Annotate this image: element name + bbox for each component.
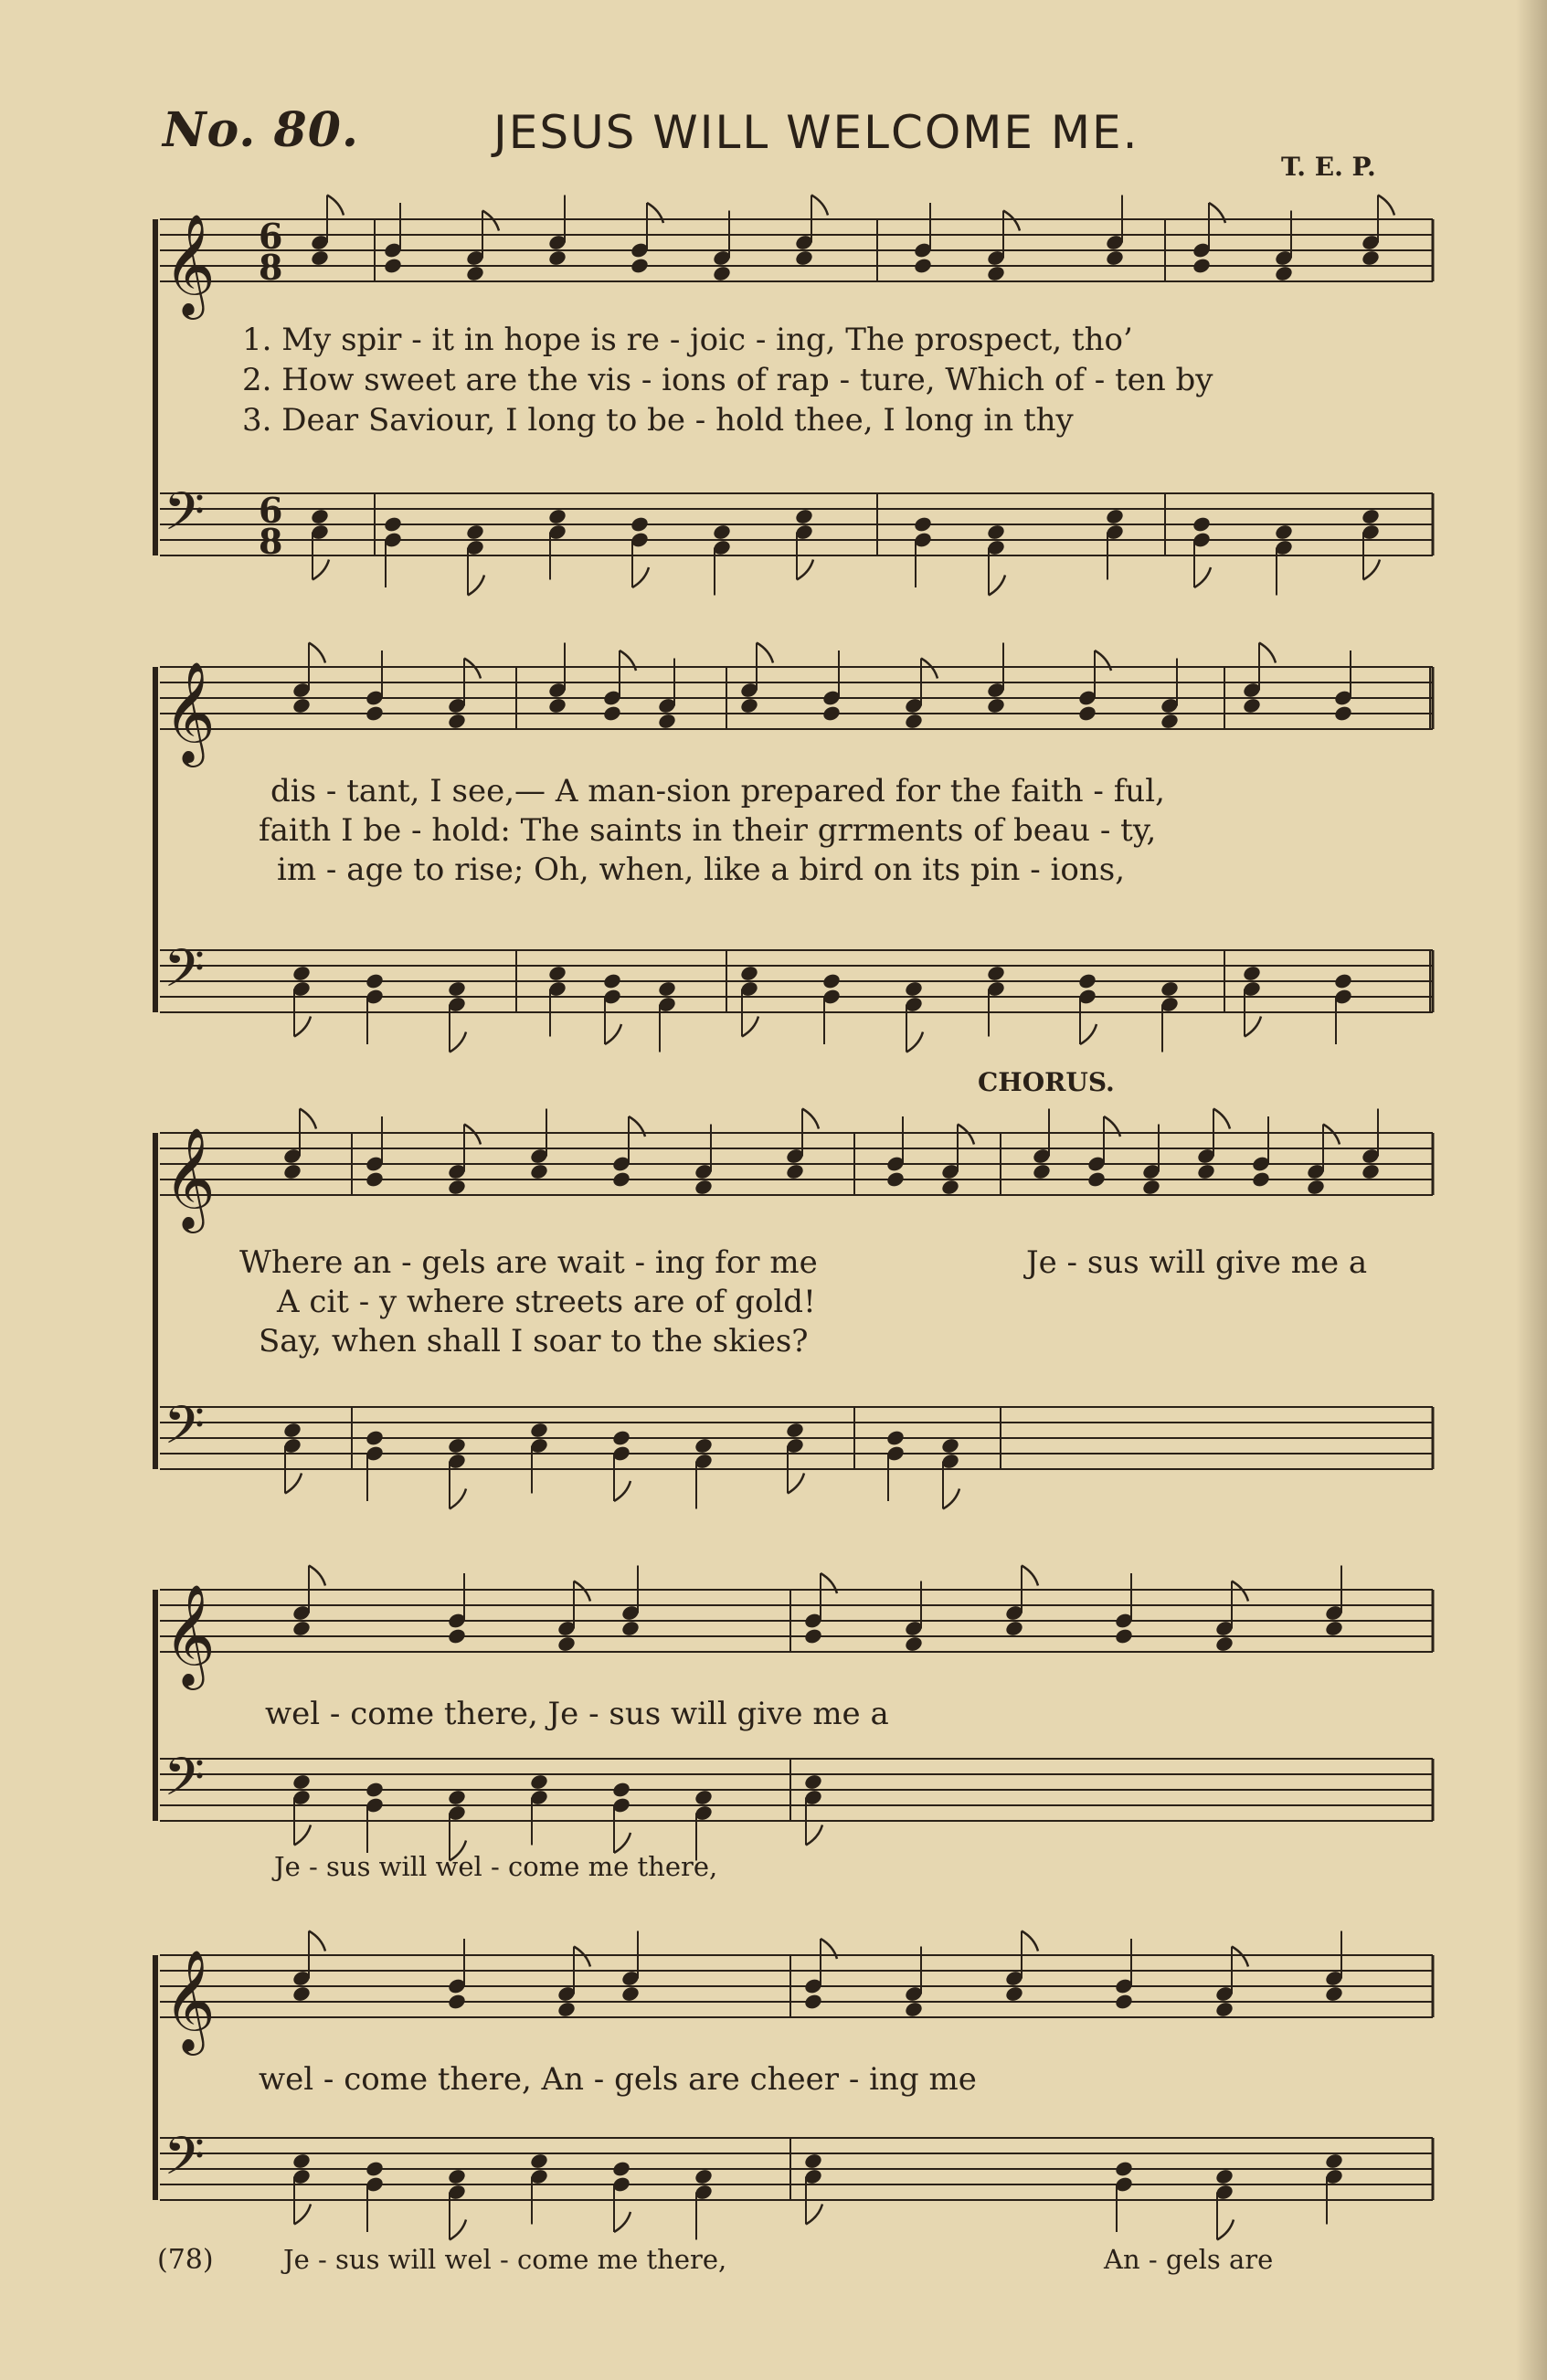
note-head <box>1306 1178 1326 1196</box>
lyric-verse-2-line-3: A cit - y where streets are of gold! <box>277 1284 816 1320</box>
note-flag <box>797 560 813 580</box>
note-head <box>657 712 677 730</box>
note-head <box>365 2160 385 2178</box>
note-head <box>904 2000 924 2018</box>
note-head <box>739 964 759 982</box>
note-head <box>1214 2000 1234 2018</box>
note-flag <box>450 2220 466 2240</box>
note-head <box>447 979 467 998</box>
note-head <box>1114 2160 1134 2178</box>
bass-clef: 𝄢 <box>164 937 206 1012</box>
note-head <box>794 507 814 525</box>
note-head <box>1361 507 1381 525</box>
note-flag <box>1003 211 1020 231</box>
note-head <box>1077 704 1097 723</box>
note-flag <box>464 1125 481 1145</box>
note-head <box>291 2152 312 2170</box>
note-flag <box>482 211 499 231</box>
note-head <box>365 1781 385 1799</box>
note-flag <box>309 1566 325 1586</box>
note-flag <box>574 1947 590 1967</box>
note-head <box>913 515 933 534</box>
note-flag <box>327 196 344 216</box>
note-head <box>821 704 842 723</box>
note-head <box>803 1993 823 2011</box>
note-head <box>465 523 485 541</box>
note-flag <box>943 1489 959 1509</box>
note-flag <box>1378 196 1394 216</box>
note-head <box>547 249 567 267</box>
note-head <box>1274 264 1294 282</box>
note-flag <box>1363 560 1380 580</box>
note-head <box>447 2167 467 2185</box>
note-flag <box>1022 1566 1038 1586</box>
note-head <box>620 1984 641 2003</box>
note-flag <box>757 643 773 663</box>
note-head <box>291 1984 312 2003</box>
note-flag <box>1080 1024 1097 1044</box>
note-head <box>1242 696 1262 714</box>
note-flag <box>632 567 649 587</box>
note-head <box>365 704 385 723</box>
time-signature-top: 6 <box>259 216 283 257</box>
lyric-chorus-line-1: Je - sus will give me a <box>1026 1244 1368 1281</box>
note-head <box>291 696 312 714</box>
note-head <box>694 2167 714 2185</box>
note-head <box>1324 2152 1344 2170</box>
note-head <box>904 712 924 730</box>
note-head <box>310 249 330 267</box>
time-signature-top: 6 <box>259 490 283 531</box>
note-head <box>1114 1627 1134 1645</box>
treble-clef: 𝄞 <box>164 1583 216 1686</box>
note-head <box>365 1170 385 1189</box>
note-head <box>291 1772 312 1791</box>
chorus-label: CHORUS. <box>978 1067 1115 1097</box>
note-head <box>1032 1162 1052 1180</box>
note-flag <box>464 659 481 679</box>
note-head <box>291 1619 312 1637</box>
note-head <box>282 1421 302 1439</box>
note-head <box>986 964 1006 982</box>
hymn-title: JESUS WILL WELCOME ME. <box>493 106 1139 159</box>
note-head <box>694 1788 714 1806</box>
lyric-bass-echo-1: Je - sus will wel - come me there, <box>274 1851 718 1882</box>
note-flag <box>285 1474 302 1494</box>
note-head <box>1105 507 1125 525</box>
note-flag <box>802 1109 819 1129</box>
note-head <box>611 2160 631 2178</box>
note-flag <box>1213 1109 1230 1129</box>
note-head <box>1214 1634 1234 1653</box>
note-head <box>383 515 403 534</box>
note-flag <box>1259 643 1276 663</box>
page-number: (78) <box>157 2244 214 2276</box>
note-head <box>310 507 330 525</box>
note-head <box>611 1429 631 1447</box>
note-head <box>602 972 622 990</box>
lyric-verse-3-line-3: Say, when shall I soar to the skies? <box>259 1323 809 1359</box>
lyric-verse-2-line-2: faith I be - hold: The saints in their grrments of beau - ty, <box>259 812 1157 849</box>
treble-clef: 𝄞 <box>164 213 216 315</box>
treble-clef: 𝄞 <box>164 661 216 763</box>
note-flag <box>574 1581 590 1602</box>
hymn-number: No. 80. <box>163 102 359 158</box>
note-head <box>1192 257 1212 275</box>
note-flag <box>294 2205 311 2225</box>
note-head <box>1105 249 1125 267</box>
note-head <box>529 1162 549 1180</box>
note-head <box>1324 1619 1344 1637</box>
note-head <box>529 1772 549 1791</box>
note-head <box>904 979 924 998</box>
lyric-verse-1-line-1: 1. My spir - it in hope is re - joic - ing, The prospect, tho’ <box>242 322 1133 358</box>
note-flag <box>811 196 828 216</box>
note-head <box>803 1772 823 1791</box>
note-flag <box>1232 1581 1248 1602</box>
note-head <box>365 1429 385 1447</box>
note-head <box>1242 964 1262 982</box>
lyric-bass-echo-3: An - gels are <box>1104 2244 1274 2275</box>
bass-clef: 𝄢 <box>164 2125 206 2200</box>
note-head <box>365 972 385 990</box>
note-head <box>547 507 567 525</box>
note-head <box>447 712 467 730</box>
note-head <box>1251 1170 1271 1189</box>
note-flag <box>468 576 484 596</box>
note-head <box>383 257 403 275</box>
note-head <box>785 1162 805 1180</box>
note-head <box>712 523 732 541</box>
note-head <box>657 979 677 998</box>
bass-clef: 𝄢 <box>164 481 206 555</box>
note-head <box>1141 1178 1161 1196</box>
note-head <box>885 1170 906 1189</box>
note-flag <box>989 576 1005 596</box>
bass-clef: 𝄢 <box>164 1746 206 1821</box>
note-head <box>904 1634 924 1653</box>
note-flag <box>300 1109 316 1129</box>
note-flag <box>309 1931 325 1952</box>
note-head <box>803 1627 823 1645</box>
note-head <box>282 1162 302 1180</box>
note-head <box>1077 972 1097 990</box>
note-head <box>986 523 1006 541</box>
lyric-verse-1-line-3: Where an - gels are wait - ing for me <box>239 1244 818 1281</box>
note-head <box>547 964 567 982</box>
note-head <box>1333 704 1353 723</box>
note-head <box>803 2152 823 2170</box>
note-flag <box>1022 1931 1038 1952</box>
note-head <box>611 1170 631 1189</box>
note-head <box>694 1436 714 1454</box>
note-flag <box>614 2212 630 2232</box>
note-head <box>1086 1170 1107 1189</box>
note-head <box>1333 972 1353 990</box>
note-flag <box>788 1474 804 1494</box>
note-flag <box>450 1489 466 1509</box>
note-flag <box>614 1833 630 1853</box>
note-head <box>447 1436 467 1454</box>
note-flag <box>294 1017 311 1037</box>
note-flag <box>605 1024 621 1044</box>
note-flag <box>921 659 938 679</box>
note-head <box>529 2152 549 2170</box>
time-signature-bottom: 8 <box>259 247 283 288</box>
note-head <box>986 264 1006 282</box>
note-flag <box>958 1125 974 1145</box>
note-head <box>1192 515 1212 534</box>
note-head <box>1274 523 1294 541</box>
note-head <box>1004 1619 1024 1637</box>
note-flag <box>1323 1125 1340 1145</box>
lyric-bass-echo-2: Je - sus will wel - come me there, <box>283 2244 727 2275</box>
note-head <box>291 964 312 982</box>
note-head <box>1214 2167 1234 2185</box>
note-head <box>1324 1984 1344 2003</box>
note-head <box>1114 1993 1134 2011</box>
note-head <box>986 696 1006 714</box>
note-flag <box>614 1481 630 1501</box>
note-head <box>1004 1984 1024 2003</box>
note-head <box>620 1619 641 1637</box>
note-flag <box>1194 567 1211 587</box>
note-flag <box>806 1825 822 1846</box>
note-flag <box>450 1032 466 1052</box>
composer-initials: T. E. P. <box>1281 152 1376 182</box>
time-signature-bottom: 8 <box>259 521 283 562</box>
note-flag <box>906 1032 923 1052</box>
note-head <box>447 1178 467 1196</box>
treble-clef: 𝄞 <box>164 1949 216 2051</box>
note-flag <box>1232 1947 1248 1967</box>
lyric-chorus-line-3: wel - come there, An - gels are cheer - ing me <box>259 2061 977 2098</box>
note-head <box>447 1627 467 1645</box>
note-flag <box>1245 1017 1261 1037</box>
note-flag <box>309 643 325 663</box>
note-head <box>712 264 732 282</box>
note-head <box>447 1788 467 1806</box>
note-head <box>547 696 567 714</box>
note-head <box>630 515 650 534</box>
note-head <box>694 1178 714 1196</box>
note-flag <box>806 2205 822 2225</box>
lyric-verse-3-line-2: im - age to rise; Oh, when, like a bird on its pin - ions, <box>277 852 1126 888</box>
note-flag <box>1217 2220 1234 2240</box>
note-head <box>1361 1162 1381 1180</box>
note-head <box>1160 979 1180 998</box>
note-head <box>447 1993 467 2011</box>
lyric-verse-1-line-2: dis - tant, I see,— A man-sion prepared for the faith - ful, <box>270 773 1165 809</box>
note-head <box>940 1436 960 1454</box>
note-head <box>602 704 622 723</box>
lyric-verse-2-line-1: 2. How sweet are the vis - ions of rap - ture, Which of - ten by <box>242 362 1213 398</box>
lyric-verse-3-line-1: 3. Dear Saviour, I long to be - hold thee, I long in thy <box>242 402 1074 439</box>
note-head <box>913 257 933 275</box>
bass-clef: 𝄢 <box>164 1394 206 1469</box>
note-head <box>611 1781 631 1799</box>
note-head <box>556 1634 577 1653</box>
lyric-chorus-line-2: wel - come there, Je - sus will give me a <box>265 1696 889 1732</box>
note-head <box>739 696 759 714</box>
note-head <box>785 1421 805 1439</box>
treble-clef: 𝄞 <box>164 1127 216 1229</box>
note-head <box>885 1429 906 1447</box>
note-flag <box>742 1017 758 1037</box>
note-flag <box>313 560 329 580</box>
note-head <box>940 1178 960 1196</box>
note-flag <box>294 1825 311 1846</box>
note-head <box>1160 712 1180 730</box>
note-head <box>556 2000 577 2018</box>
note-head <box>465 264 485 282</box>
note-head <box>821 972 842 990</box>
note-head <box>630 257 650 275</box>
note-head <box>1196 1162 1216 1180</box>
note-head <box>794 249 814 267</box>
note-head <box>529 1421 549 1439</box>
note-head <box>1361 249 1381 267</box>
